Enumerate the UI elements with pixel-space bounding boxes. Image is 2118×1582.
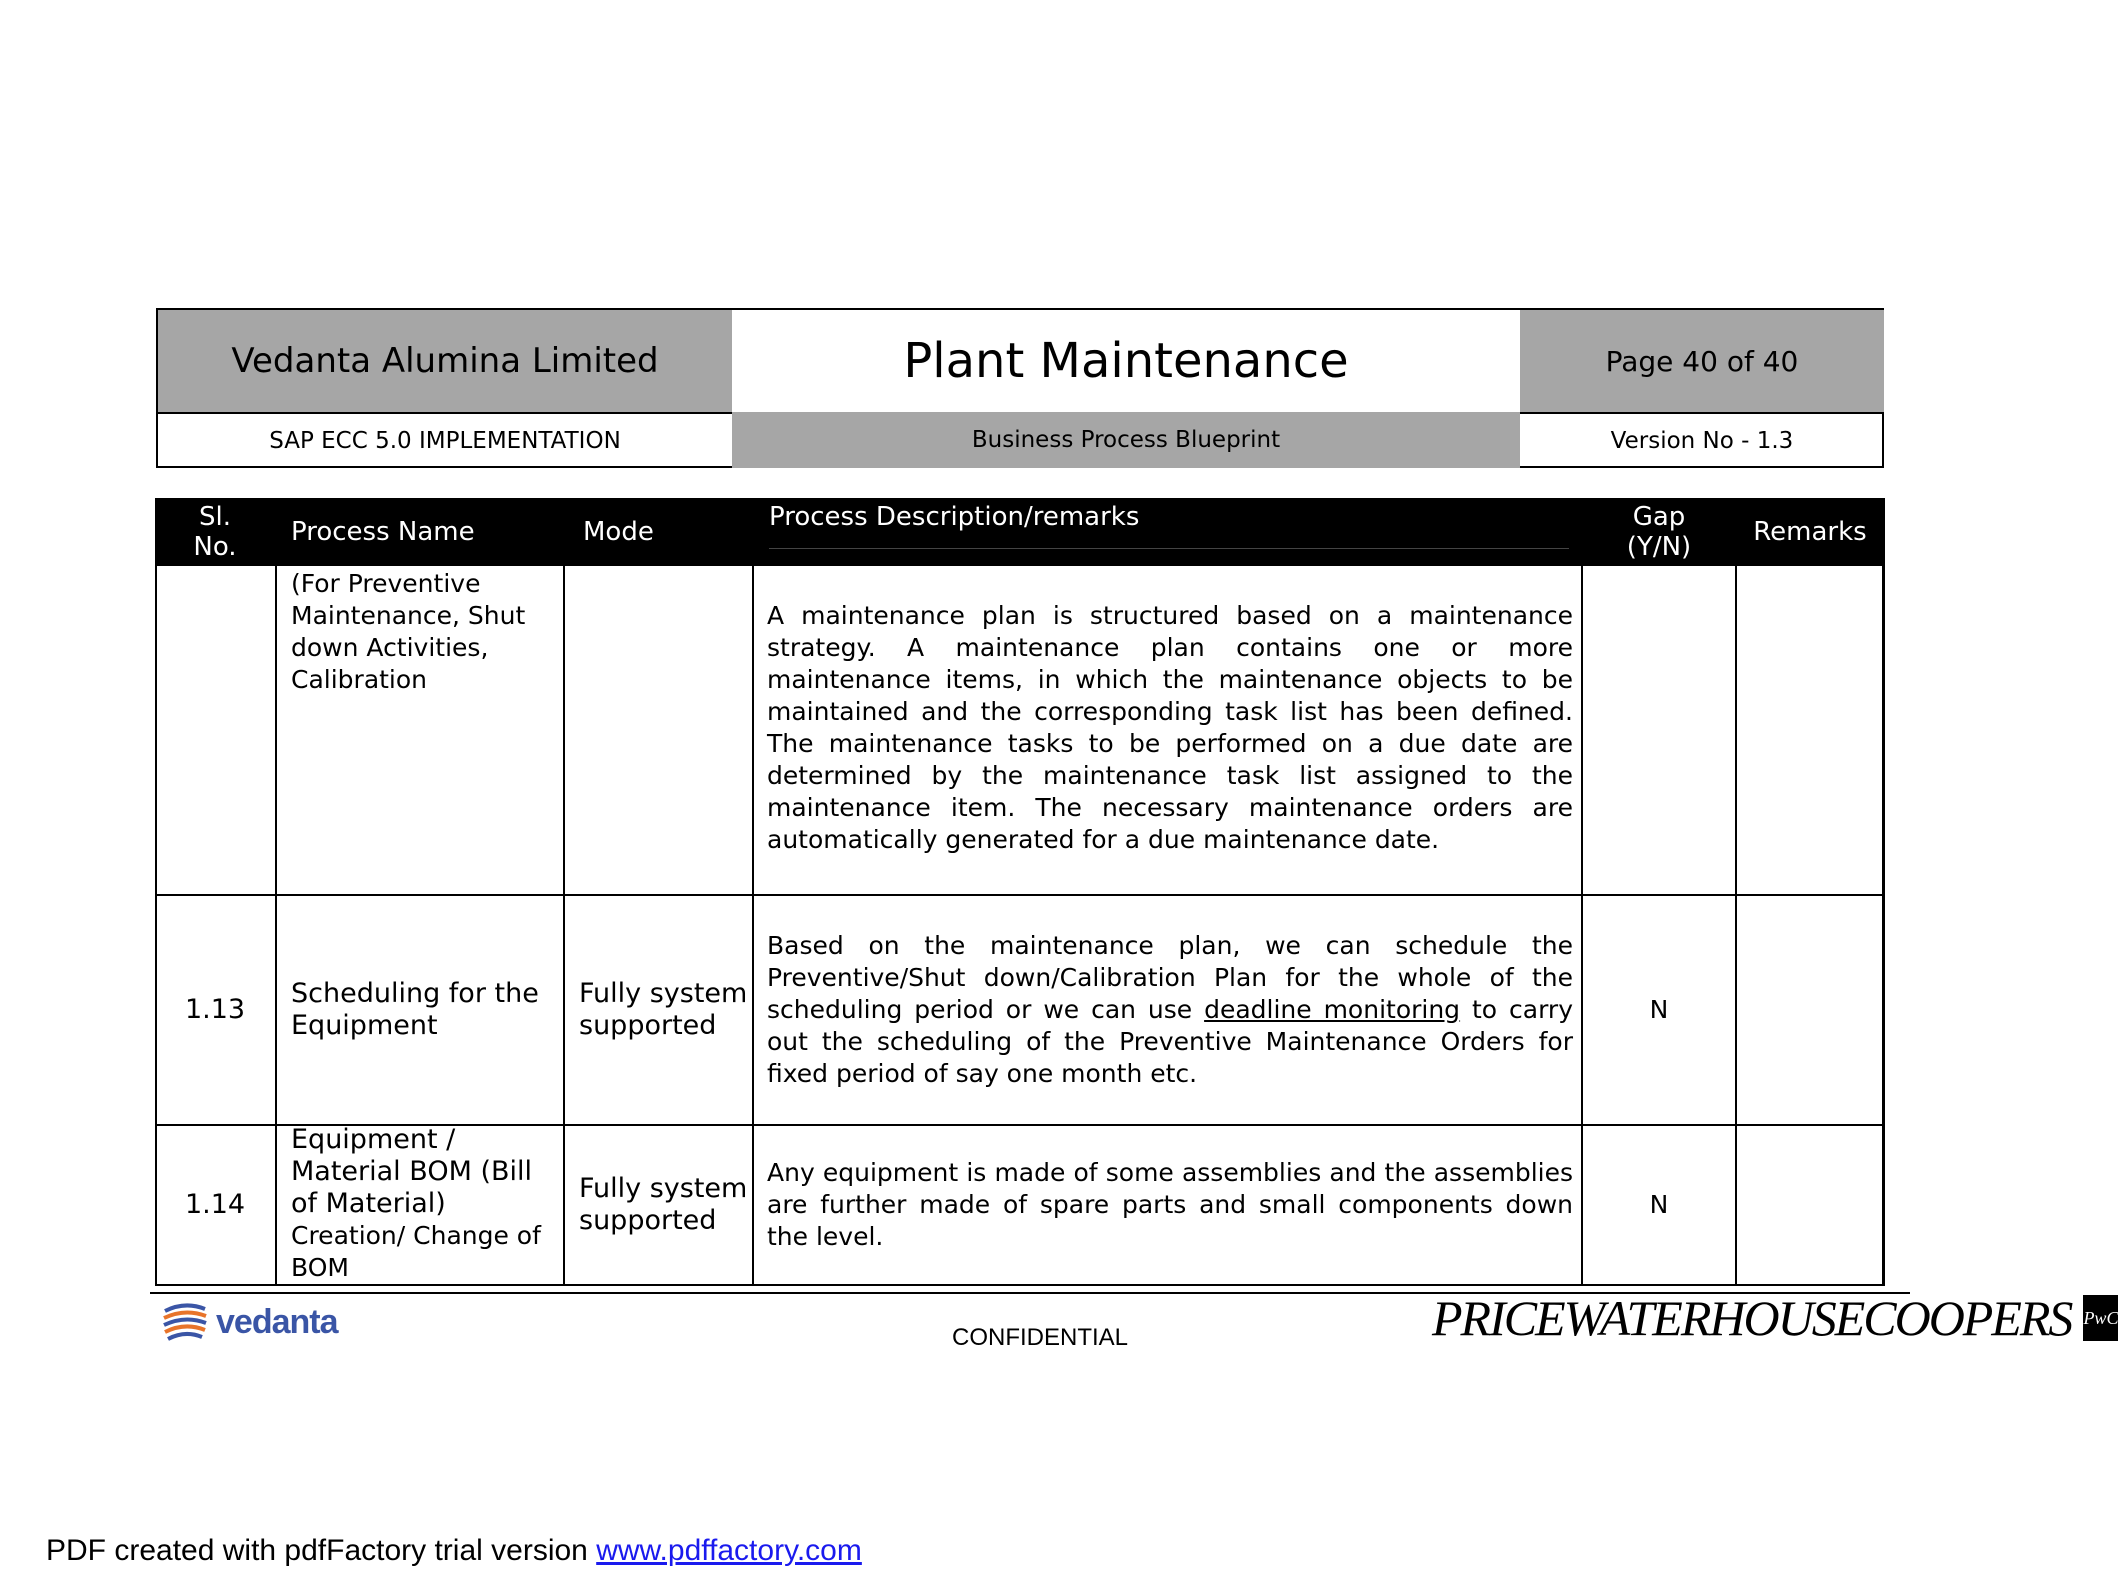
vedanta-logo-text: vedanta [216,1302,338,1341]
description-text: Any equipment is made of some assemblies and the assemblies are further made of spare parts and small components down the level. [767,1158,1573,1251]
col-header-gap-line2: (Y/N) [1626,532,1692,562]
grid-line [1882,566,1885,1286]
table-row-description [767,896,1573,1124]
process-name-detail: Creation/ Change of BOM [291,1221,541,1282]
description-text: Based on the maintenance plan, we can schedule the Preventive/Shut down/Calibration Plan for the whole of the scheduling period or we can use [767,931,1573,1024]
col-header-remarks: Remarks [1735,498,1885,566]
table-row-process-name: (For Preventive Maintenance, Shut down Activities, Calibration [291,569,526,694]
grid-line [155,1284,1885,1286]
table-row-mode: Fully system supported [579,978,748,1041]
table-row-description: A maintenance plan is structured based on a maintenance strategy. A maintenance plan contains one or more maintenance items, in which the maintenance objects to be maintained and the corresponding task list has been defined. The maintenance tasks to be performed on a due date are determined by the maintenance task list assigned to the maintenance item. The necessary maintenance orders are automatically generated for a due maintenance date. [767,601,1573,854]
grid-line [1735,566,1737,1286]
table-row-process-name: Scheduling for the Equipment [291,978,539,1041]
table-row-sl-no: 1.14 [184,1189,246,1220]
version-number: Version No - 1.3 [1520,412,1884,468]
table-row-mode: Fully system supported [579,1173,748,1236]
project-name: SAP ECC 5.0 IMPLEMENTATION [158,412,732,468]
grid-line [563,566,565,1286]
col-header-sl-line1: Sl. [199,502,231,532]
col-header-sl-no [155,498,275,566]
confidential-label: CONFIDENTIAL [951,1324,1128,1351]
pwc-mark-icon: PwC [2083,1295,2118,1341]
document-type: Business Process Blueprint [732,412,1520,468]
process-table [155,498,1885,1286]
process-name-bold: Equipment / Material BOM (Bill of Material) [291,1124,533,1219]
company-name: Vedanta Alumina Limited [158,310,732,412]
table-row-process-name [291,1124,561,1284]
col-header-gap-line1: Gap [1632,502,1686,532]
pdf-creator-note [46,1534,862,1568]
pdffactory-link[interactable]: www.pdffactory.com [596,1534,862,1567]
col-header-mode: Mode [565,498,755,566]
col-header-process-name: Process Name [275,498,565,566]
table-row-gap: N [1649,1190,1669,1219]
pwc-logo [1432,1288,2118,1348]
header-divider [769,548,1569,549]
description-text: to carry out the scheduling of the Preventive Maintenance Orders for fixed period of say one month etc. [767,995,1573,1088]
pdf-note-text: PDF created with pdfFactory trial version [46,1534,597,1567]
document-header [156,308,1884,468]
table-row-description [767,1126,1573,1284]
grid-line [752,566,754,1286]
pwc-logo-text: PRICEWATERHOUSECOOPERS [1432,1290,2072,1346]
table-row-gap: N [1649,995,1669,1024]
table-row-sl-no: 1.13 [184,994,246,1025]
vedanta-swirl-icon [160,1297,210,1347]
col-header-gap [1583,498,1735,566]
page-title: Plant Maintenance [903,333,1349,389]
deadline-monitoring-link[interactable]: deadline monitoring [1204,995,1461,1024]
col-header-description: Process Description/remarks [755,498,1583,566]
page-number: Page 40 of 40 [1520,310,1884,412]
vedanta-logo [160,1296,370,1348]
grid-line [275,566,277,1286]
col-header-sl-line2: No. [193,532,237,562]
